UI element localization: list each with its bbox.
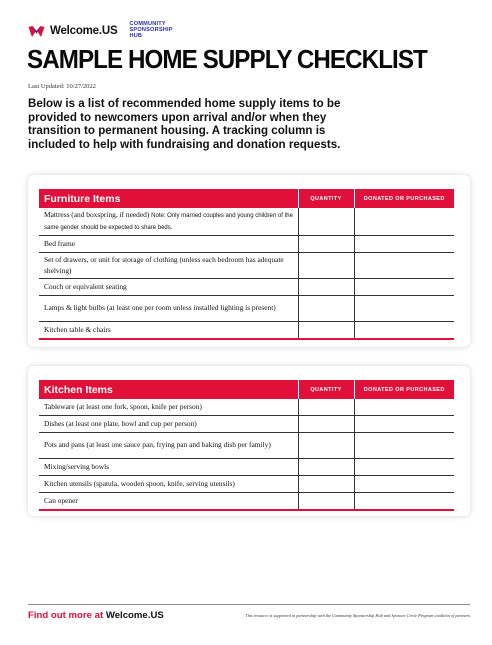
last-updated: Last Updated: 10/27/2022 [28, 83, 96, 90]
quantity-cell[interactable] [298, 433, 354, 459]
table-row [39, 459, 454, 476]
footer-cta [28, 610, 164, 621]
quantity-cell[interactable] [298, 279, 354, 296]
table-row [39, 279, 454, 296]
kitchen-table [39, 380, 454, 511]
item-label: Set of drawers, or unit for storage of clothing (unless each bedroom has adequate shelving) [39, 253, 298, 279]
quantity-cell[interactable] [298, 476, 354, 493]
table-row [39, 433, 454, 459]
item-label: Kitchen table & chairs [39, 322, 298, 340]
quantity-cell[interactable] [298, 459, 354, 476]
donated-cell[interactable] [354, 399, 454, 416]
item-label: Can opener [39, 493, 298, 511]
quantity-cell[interactable] [298, 236, 354, 253]
footer-cta-prefix: Find out more at [28, 610, 106, 621]
header [28, 22, 173, 39]
item-label: Couch or equivalent seating [39, 279, 298, 296]
quantity-column-header: QUANTITY [298, 189, 354, 208]
item-label: Mattress (and boxspring, if needed) Note: Only married couples and young children of the same gender should be expected to share beds. [39, 208, 298, 236]
item-label: Kitchen utensils (spatula, wooden spoon, knife, serving utensils) [39, 476, 298, 493]
item-label: Mixing/serving bowls [39, 459, 298, 476]
donated-cell[interactable] [354, 493, 454, 511]
donated-cell[interactable] [354, 296, 454, 322]
table-row [39, 493, 454, 511]
item-note: Note: Only married couples and young children of the same gender should be expected to share beds. [44, 213, 293, 231]
table-row [39, 296, 454, 322]
kitchen-heading: Kitchen Items [39, 380, 298, 399]
page-title: SAMPLE HOME SUPPLY CHECKLIST [27, 44, 427, 74]
donated-column-header: DONATED OR PURCHASED [354, 380, 454, 399]
donated-column-header: DONATED OR PURCHASED [354, 189, 454, 208]
table-row [39, 476, 454, 493]
donated-cell[interactable] [354, 459, 454, 476]
furniture-card [28, 175, 470, 347]
donated-cell[interactable] [354, 322, 454, 340]
quantity-cell[interactable] [298, 208, 354, 236]
table-row [39, 253, 454, 279]
donated-cell[interactable] [354, 236, 454, 253]
table-row [39, 322, 454, 340]
brand-name: Welcome.US [50, 24, 118, 37]
donated-cell[interactable] [354, 476, 454, 493]
quantity-cell[interactable] [298, 416, 354, 433]
donated-cell[interactable] [354, 416, 454, 433]
heart-w-logo-icon [28, 24, 45, 38]
footer-link[interactable]: Welcome.US [105, 610, 164, 621]
intro-paragraph: Below is a list of recommended home supply items to be provided to newcomers upon arrival and/or when they transition to permanent housing. A tracking column is included to help with fundraising and donation requests. [28, 97, 341, 151]
item-label: Pots and pans (at least one sauce pan, frying pan and baking dish per family) [39, 433, 298, 459]
footer-note: This resource is supported in partnership with the Community Sponsorship Hub and Sponsor Circle Program coalition of partners. [245, 613, 471, 618]
quantity-cell[interactable] [298, 296, 354, 322]
quantity-cell[interactable] [298, 493, 354, 511]
hub-logo-text: COMMUNITY SPONSORSHIP HUB [129, 21, 173, 39]
table-row [39, 416, 454, 433]
quantity-cell[interactable] [298, 322, 354, 340]
item-label: Dishes (at least one plate, bowl and cup per person) [39, 416, 298, 433]
table-row [39, 236, 454, 253]
donated-cell[interactable] [354, 208, 454, 236]
table-row [39, 208, 454, 236]
kitchen-card [28, 366, 470, 516]
item-label: Bed frame [39, 236, 298, 253]
furniture-table [39, 189, 454, 340]
quantity-cell[interactable] [298, 253, 354, 279]
quantity-cell[interactable] [298, 399, 354, 416]
donated-cell[interactable] [354, 253, 454, 279]
furniture-heading: Furniture Items [39, 189, 298, 208]
item-label: Tableware (at least one fork, spoon, knife per person) [39, 399, 298, 416]
donated-cell[interactable] [354, 279, 454, 296]
item-label: Lamps & light bulbs (at least one per room unless installed lighting is present) [39, 296, 298, 322]
quantity-column-header: QUANTITY [298, 380, 354, 399]
donated-cell[interactable] [354, 433, 454, 459]
table-row [39, 399, 454, 416]
footer-divider [28, 604, 470, 605]
